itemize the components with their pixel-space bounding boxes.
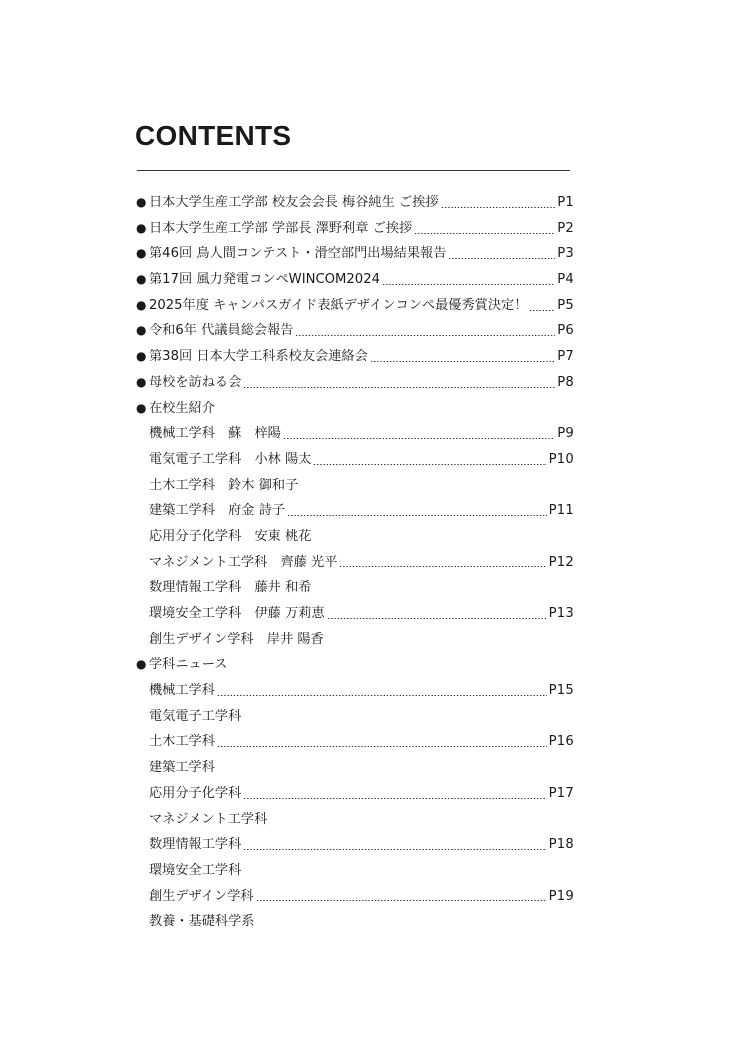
toc-entry-label: 環境安全工学科	[149, 862, 242, 878]
toc-page-number: P6	[557, 323, 574, 339]
toc-entry-label: 令和6年 代議員総会報告	[149, 323, 294, 339]
toc-entry-label: 土木工学科 鈴木 御和子	[149, 477, 299, 493]
toc-subentry[interactable]	[136, 704, 574, 730]
toc-entry-label: 第17回 風力発電コンペWINCOM2024	[149, 272, 380, 288]
toc-page-number: P16	[548, 734, 574, 750]
toc-entry-label: 建築工学科	[149, 760, 215, 776]
toc-entry-label: 応用分子化学科	[149, 785, 242, 801]
bullet-icon: ●	[136, 374, 147, 389]
dot-leader	[256, 900, 547, 901]
dot-leader	[295, 335, 555, 336]
toc-subentry[interactable]	[136, 627, 574, 653]
toc-entry-label: 機械工学科 蘇 梓陽	[149, 426, 281, 442]
toc-entry[interactable]	[136, 396, 574, 422]
toc-subentry[interactable]	[136, 729, 574, 755]
toc-page-number: P11	[548, 503, 574, 519]
bullet-icon: ●	[136, 220, 147, 235]
toc-entry-label: 土木工学科	[149, 734, 215, 750]
toc-entry-label: マネジメント工学科 齊藤 光平	[149, 554, 338, 570]
toc-subentry[interactable]	[136, 447, 574, 473]
toc-page-number: P12	[548, 554, 574, 570]
toc-page-number: P10	[548, 451, 574, 467]
toc-entry-label: 数理情報工学科	[149, 837, 242, 853]
toc-entry[interactable]	[136, 318, 574, 344]
toc-entry-label: 機械工学科	[149, 683, 215, 699]
toc-page-number: P18	[548, 837, 574, 853]
dot-leader	[217, 695, 547, 696]
dot-leader	[441, 207, 556, 208]
dot-leader	[339, 566, 546, 567]
toc-entry[interactable]	[136, 216, 574, 242]
toc-page-number: P5	[557, 297, 574, 313]
toc-entry[interactable]	[136, 267, 574, 293]
title-divider	[137, 170, 570, 171]
dot-leader	[217, 746, 547, 747]
toc-entry-label: 日本大学生産工学部 学部長 澤野利章 ご挨拶	[149, 220, 413, 236]
dot-leader	[243, 387, 555, 388]
toc-subentry[interactable]	[136, 575, 574, 601]
toc-page-number: P15	[548, 683, 574, 699]
toc-entry-label: 2025年度 キャンパスガイド表紙デザインコンペ最優秀賞決定！	[149, 297, 528, 313]
toc-entry-label: 建築工学科 府金 詩子	[149, 503, 286, 519]
toc-page-number: P8	[557, 374, 574, 390]
bullet-icon: ●	[136, 246, 147, 261]
toc-subentry[interactable]	[136, 473, 574, 499]
toc-entry-label: 日本大学生産工学部 校友会会長 梅谷純生 ご挨拶	[149, 195, 439, 210]
toc-entry-label: マネジメント工学科	[149, 811, 268, 827]
toc-subentry[interactable]	[136, 550, 574, 576]
bullet-icon: ●	[136, 400, 147, 415]
toc-entry-label: 母校を訪ねる会	[149, 374, 242, 390]
toc-subentry[interactable]	[136, 498, 574, 524]
toc-page-number: P9	[557, 426, 574, 442]
toc-entry[interactable]	[136, 370, 574, 396]
toc-page-number: P13	[548, 606, 574, 621]
bullet-icon: ●	[136, 195, 147, 209]
toc-entry[interactable]	[136, 293, 574, 319]
toc-entry-label: 第38回 日本大学工科系校友会連絡会	[149, 349, 368, 365]
bullet-icon: ●	[136, 657, 147, 672]
toc-page-number: P2	[557, 220, 574, 236]
toc-page-number: P1	[557, 195, 574, 210]
dot-leader	[448, 258, 555, 259]
toc-entry-label: 電気電子工学科	[149, 708, 242, 724]
toc-entry-label: 電気電子工学科 小林 陽太	[149, 451, 312, 467]
dot-leader	[370, 361, 555, 362]
toc-entry-label: 教養・基礎科学系	[149, 914, 255, 930]
toc-subentry[interactable]	[136, 524, 574, 550]
toc-page-number: P7	[557, 349, 574, 365]
toc-entry-label: 学科ニュース	[149, 657, 228, 673]
dot-leader	[243, 798, 546, 799]
toc-entry-label: 創生デザイン学科	[149, 888, 254, 904]
dot-leader	[287, 515, 547, 516]
toc-entry-label: 在校生紹介	[149, 400, 215, 416]
dot-leader	[327, 618, 547, 619]
toc-entry-label: 応用分子化学科 安東 桃花	[149, 528, 312, 544]
dot-leader	[414, 233, 555, 234]
toc-entry-label: 環境安全工学科 伊藤 万莉恵	[149, 606, 325, 621]
toc-subentry[interactable]	[136, 807, 574, 833]
dot-leader	[313, 464, 546, 465]
bullet-icon: ●	[136, 323, 147, 338]
dot-leader	[283, 438, 555, 439]
dot-leader	[243, 849, 546, 850]
table-of-contents	[136, 190, 574, 935]
toc-entry[interactable]	[136, 344, 574, 370]
bullet-icon: ●	[136, 272, 147, 287]
dot-leader	[529, 310, 555, 311]
toc-entry-label: 創生デザイン学科 岸井 陽香	[149, 631, 324, 647]
toc-subentry[interactable]	[136, 832, 574, 858]
toc-subentry[interactable]	[136, 884, 574, 910]
toc-page-number: P19	[548, 888, 574, 904]
toc-entry-label: 第46回 鳥人間コンテスト・滑空部門出場結果報告	[149, 246, 447, 262]
toc-entry[interactable]	[136, 190, 574, 216]
bullet-icon: ●	[136, 349, 147, 364]
page-title: CONTENTS	[135, 120, 292, 151]
toc-subentry[interactable]	[136, 755, 574, 781]
toc-subentry[interactable]	[136, 909, 574, 935]
toc-subentry[interactable]	[136, 678, 574, 704]
toc-subentry[interactable]	[136, 858, 574, 884]
toc-subentry[interactable]	[136, 781, 574, 807]
toc-page-number: P17	[548, 785, 574, 801]
toc-page-number: P3	[557, 246, 574, 262]
dot-leader	[382, 284, 555, 285]
toc-subentry[interactable]	[136, 601, 574, 627]
toc-entry[interactable]	[136, 652, 574, 678]
toc-page-number: P4	[557, 272, 574, 288]
toc-entry[interactable]	[136, 241, 574, 267]
toc-entry-label: 数理情報工学科 藤井 和希	[149, 580, 312, 596]
bullet-icon: ●	[136, 297, 147, 312]
toc-subentry[interactable]	[136, 421, 574, 447]
